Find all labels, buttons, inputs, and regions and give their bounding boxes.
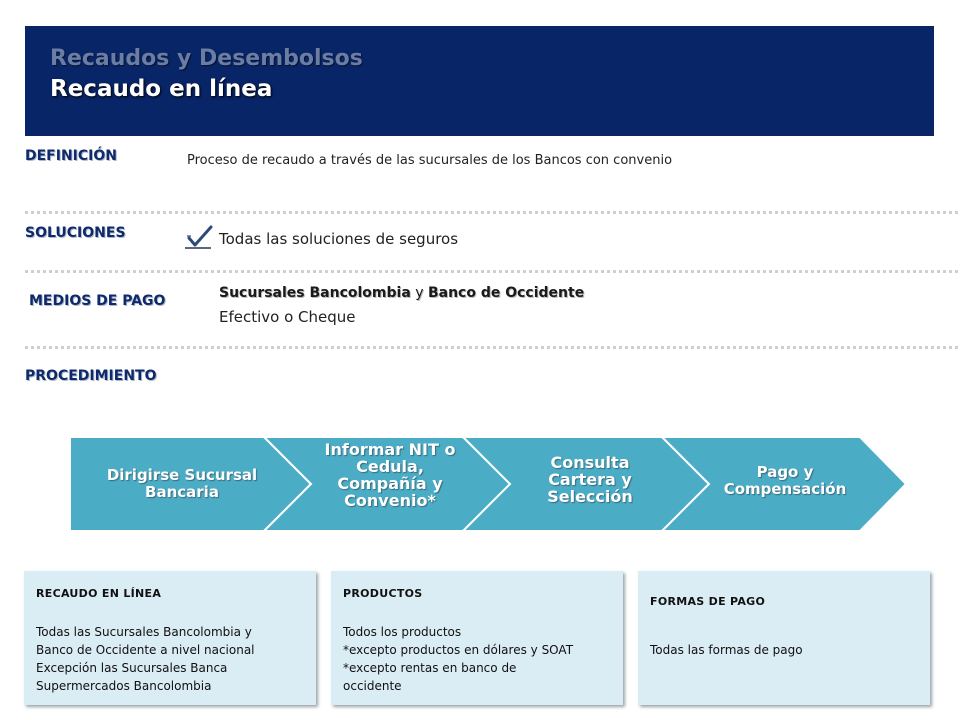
- definicion-text: Proceso de recaudo a través de las sucursales de los Bancos con convenio: [187, 153, 673, 168]
- section-label-definicion: DEFINICIÓN: [25, 148, 117, 164]
- box-title: FORMAS DE PAGO: [650, 595, 766, 608]
- step-3-label: Consulta Cartera y Selección: [547, 453, 633, 506]
- bank-bancolombia: Sucursales Bancolombia: [219, 285, 411, 301]
- box-line: Todas las Sucursales Bancolombia y: [36, 625, 252, 639]
- bank-occidente: Banco de Occidente: [427, 285, 585, 301]
- section-label-procedimiento: PROCEDIMIENTO: [25, 368, 157, 384]
- step-1-label: Dirigirse Sucursal Bancaria: [106, 466, 258, 501]
- info-box-recaudo: [24, 571, 316, 705]
- section-label-medios-de-pago: MEDIOS DE PAGO: [29, 293, 166, 309]
- connector-text: y: [410, 285, 428, 301]
- step-2-label: Informar NIT o Cedula, Compañía y Convenio*: [324, 440, 456, 510]
- info-box-productos: [331, 571, 623, 705]
- box-line: Excepción las Sucursales Banca: [36, 661, 228, 675]
- box-line: *excepto rentas en banco de: [343, 661, 517, 675]
- box-line: Todos los productos: [343, 625, 462, 639]
- box-title: RECAUDO EN LÍNEA: [36, 587, 162, 600]
- step-4-label: Pago y Compensación: [723, 463, 847, 498]
- header-subtitle: Recaudos y Desembolsos: [50, 46, 363, 71]
- medios-efectivo: Efectivo o Cheque: [219, 308, 356, 326]
- soluciones-text: Todas las soluciones de seguros: [219, 230, 459, 248]
- box-line: Supermercados Bancolombia: [36, 679, 212, 693]
- box-title: PRODUCTOS: [343, 587, 423, 600]
- box-line: Banco de Occidente a nivel nacional: [36, 643, 255, 657]
- info-box-formas-de-pago: [638, 571, 930, 705]
- box-line: Todas las formas de pago: [650, 643, 803, 657]
- page-title: Recaudo en línea: [50, 76, 273, 102]
- section-label-soluciones: SOLUCIONES: [25, 225, 126, 241]
- box-line: occidente: [343, 679, 402, 693]
- box-line: *excepto productos en dólares y SOAT: [343, 643, 574, 657]
